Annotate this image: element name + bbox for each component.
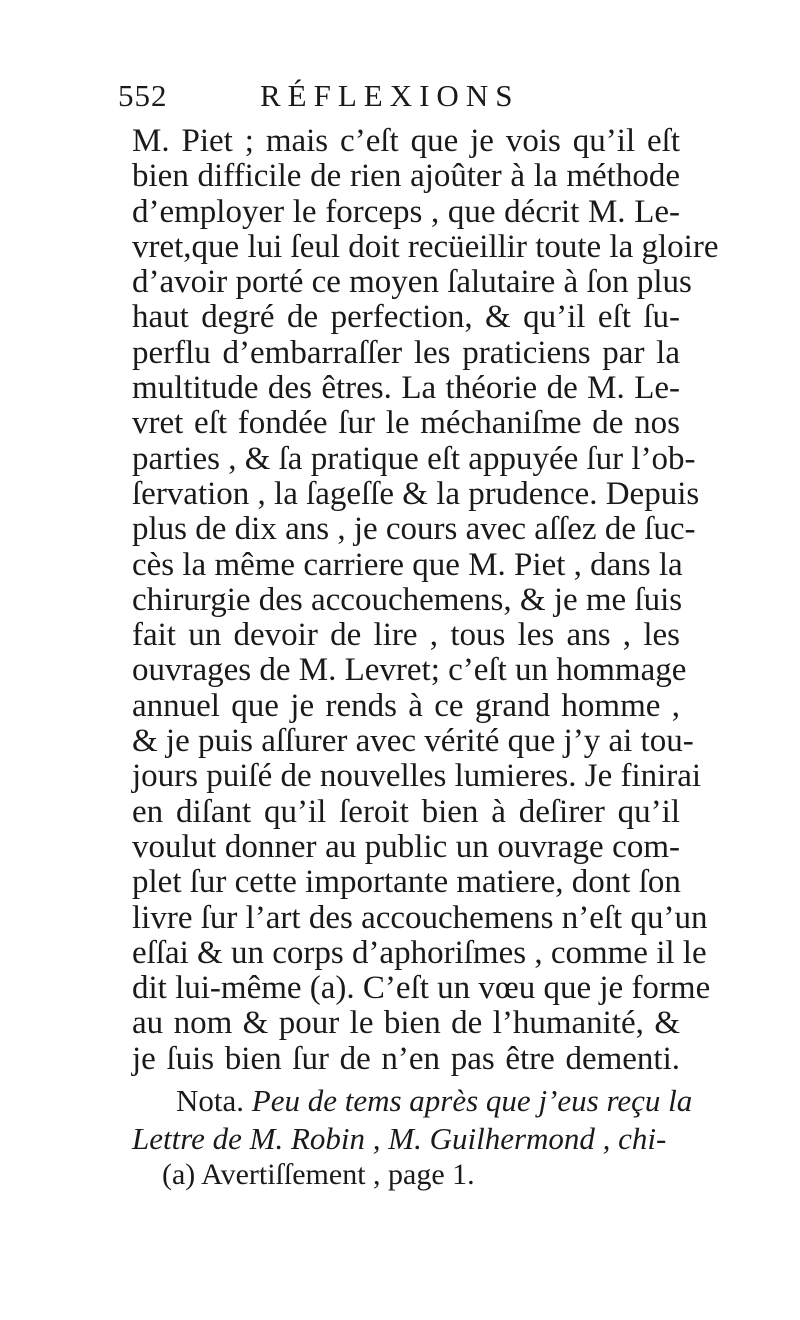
text-line: bien difficile de rien ajoûter à la méthode [132,158,680,195]
nota-text: Peu de tems après que j’eus reçu la [251,1083,693,1118]
text-line: livre ſur l’art des accouchemens n’eſt qu’un [132,899,708,936]
nota-line-2: Lettre de M. Robin , M. Guilhermond , chi- [132,1121,667,1156]
nota-paragraph [132,1082,693,1158]
text-line: eſſai & un corps d’aphoriſmes , comme il le [132,934,707,971]
text-line: vret eſt fondée ſur le méchaniſme de nos [132,405,680,442]
text-line: voulut donner au public un ouvrage com- [132,828,680,865]
text-line: en diſant qu’il ſeroit bien à deſirer qu’il [132,793,680,830]
body-text [132,123,719,1077]
footnote: (a) Avertiſſement , page 1. [162,1158,475,1191]
text-line: jours puiſé de nouvelles lumieres. Je finirai [132,758,702,795]
text-line: plet ſur cette importante matiere, dont ſon [132,864,681,901]
text-line: fait un devoir de lire , tous les ans , les [132,617,680,654]
nota-line-1 [132,1082,693,1120]
text-line: perflu d’embarraſſer les praticiens par la [132,334,680,371]
text-line: & je puis aſſurer avec vérité que j’y ai tou- [132,723,694,760]
text-line: au nom & pour le bien de l’humanité, & [132,1005,680,1042]
text-line: plus de dix ans , je cours avec aſſez de ſuc- [132,511,696,548]
nota-label: Nota. [176,1083,245,1118]
running-head: RÉFLEXIONS [260,78,520,113]
text-line: annuel que je rends à ce grand homme , [132,687,680,724]
page-number: 552 [118,78,168,113]
page-header [118,78,678,118]
text-line: d’employer le forceps , que décrit M. Le- [132,193,680,230]
text-line: parties , & ſa pratique eſt appuyée ſur l’ob- [132,440,696,477]
text-line: dit lui-même (a). C’eſt un vœu que je forme [132,970,711,1007]
text-line: je ſuis bien ſur de n’en pas être dementi. [132,1040,680,1077]
text-line: ouvrages de M. Levret; c’eſt un hommage [132,652,687,689]
text-line: cès la même carriere que M. Piet , dans la [132,546,683,583]
text-line: chirurgie des accouchemens, & je me ſuis [132,581,683,618]
text-line: ſervation , la ſageſſe & la prudence. Depuis [132,475,700,512]
text-line: M. Piet ; mais c’eſt que je vois qu’il eſt [132,123,680,159]
text-line: vret,que lui ſeul doit recüeillir toute la gloire [132,228,719,265]
text-line: haut degré de perfection, & qu’il eſt ſu- [132,299,680,336]
text-line: multitude des êtres. La théorie de M. Le- [132,370,680,407]
text-line: d’avoir porté ce moyen ſalutaire à ſon plus [132,264,692,301]
